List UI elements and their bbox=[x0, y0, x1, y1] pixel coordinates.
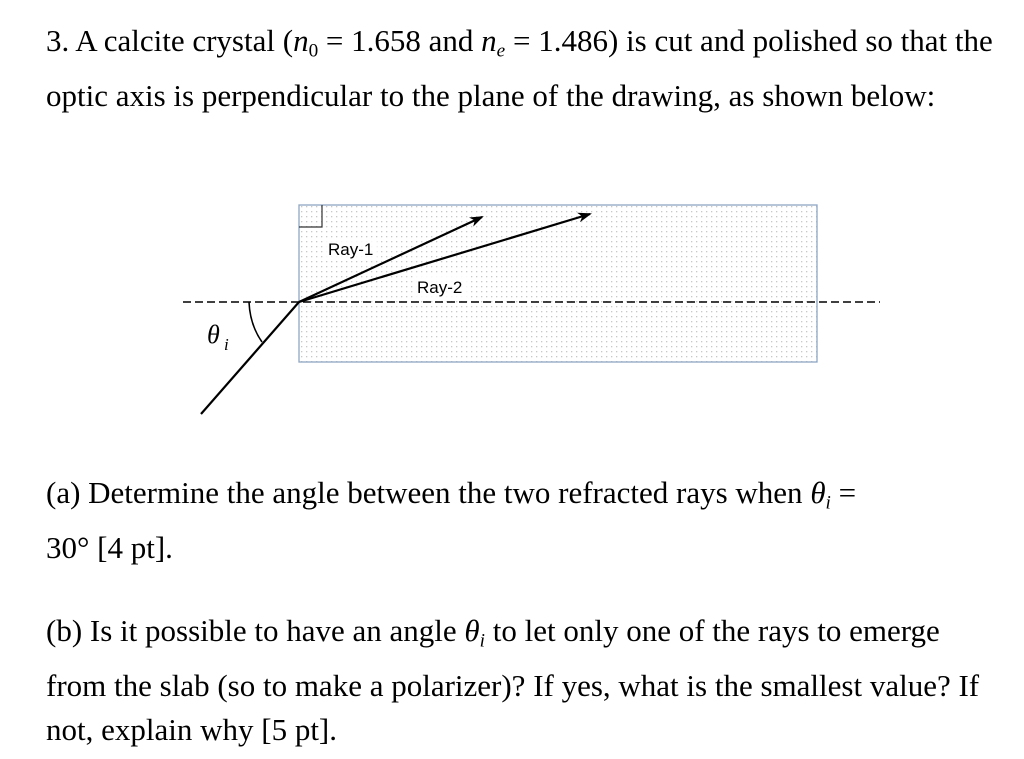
calcite-slab bbox=[299, 205, 817, 362]
problem-number: 3. bbox=[46, 23, 70, 58]
incident-ray bbox=[201, 302, 299, 414]
n-o-subscript: 0 bbox=[308, 40, 319, 62]
equals-sign-2: = bbox=[512, 23, 531, 58]
equals-sign-1: = bbox=[325, 23, 344, 58]
part-a-theta-subscript: i bbox=[825, 492, 831, 514]
n-e-symbol: n bbox=[481, 23, 497, 58]
and-word: and bbox=[428, 23, 474, 58]
part-a-question bbox=[46, 471, 1006, 570]
part-a-text: (a) Determine the angle between the two refracted rays when bbox=[46, 475, 803, 510]
n-e-subscript: e bbox=[496, 40, 506, 62]
n-o-symbol: n bbox=[293, 23, 309, 58]
ray-1-label: Ray-1 bbox=[328, 240, 374, 259]
part-b-text-1: (b) Is it possible to have an angle bbox=[46, 613, 457, 648]
part-a-equals: = bbox=[838, 475, 857, 510]
part-b-theta-subscript: i bbox=[479, 630, 485, 652]
part-b-theta-symbol: θ bbox=[464, 613, 480, 648]
part-b-question bbox=[46, 609, 1006, 753]
intro-text-2: ) is cut and polished so that the optic axis is perpendicular to the plane of the drawing, as shown below: bbox=[46, 23, 993, 113]
part-a-theta-symbol: θ bbox=[810, 475, 826, 510]
intro-text-1: A calcite crystal ( bbox=[75, 23, 294, 58]
ray-2-label: Ray-2 bbox=[417, 278, 463, 297]
theta-i-subscript: i bbox=[224, 335, 229, 354]
n-o-value: 1.658 bbox=[351, 23, 421, 58]
n-e-value: 1.486 bbox=[538, 23, 608, 58]
part-a-value: 30° [4 pt]. bbox=[46, 529, 173, 565]
theta-i-symbol: θ bbox=[207, 320, 220, 349]
part-b-text-2: to let only one of the rays to emerge from the slab (so to make a polarizer)? If yes, what is the smallest value? If not, explain why [5 pt]. bbox=[46, 613, 980, 748]
angle-arc bbox=[249, 302, 262, 342]
